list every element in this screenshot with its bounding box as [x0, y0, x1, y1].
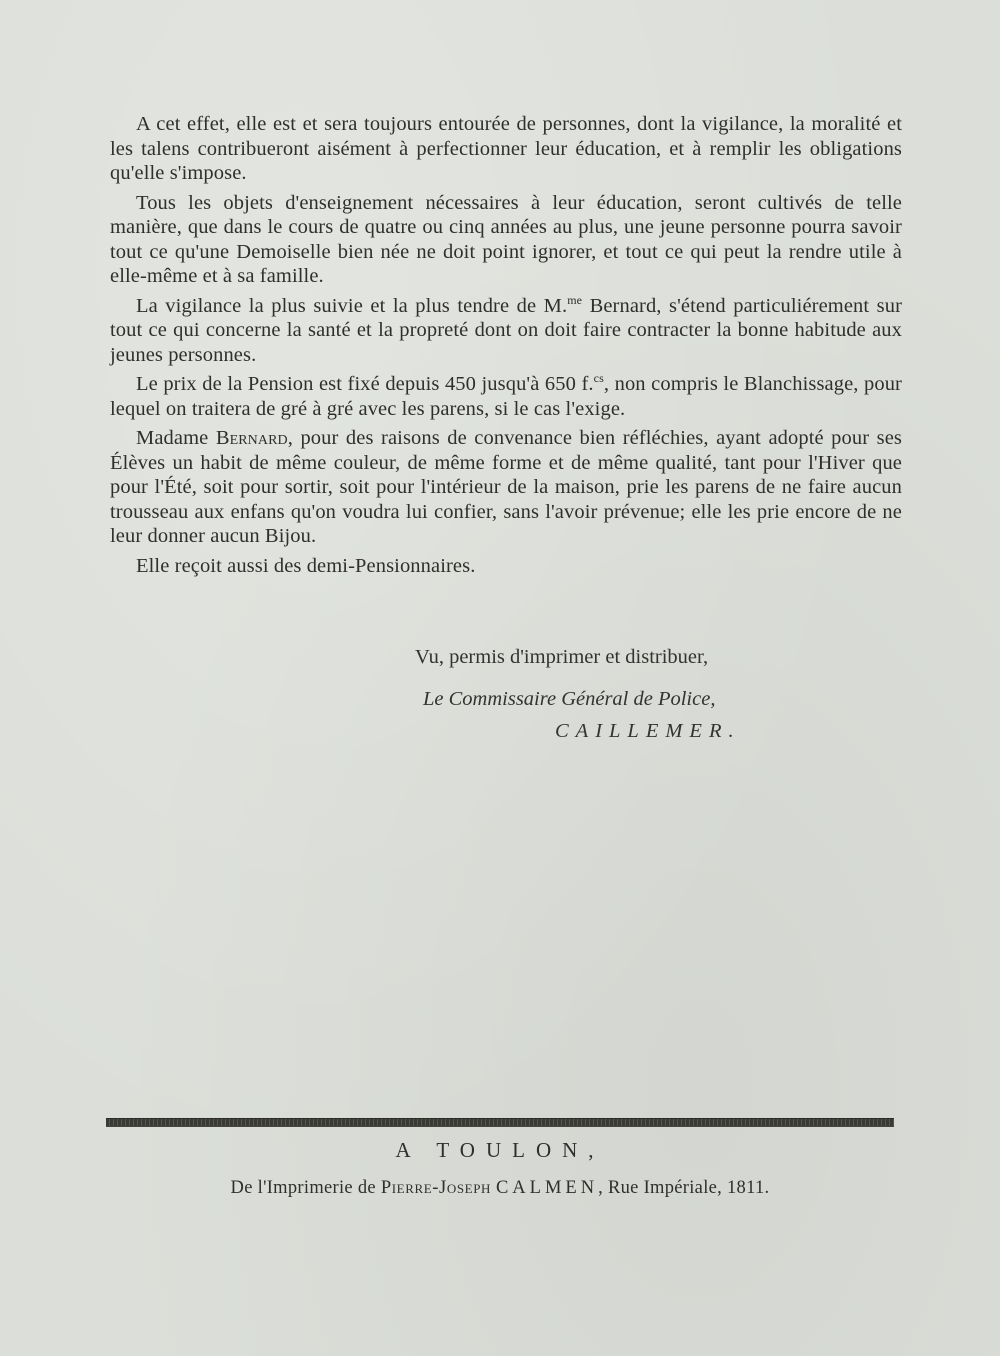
paragraph-1: A cet effet, elle est et sera toujours entourée de personnes, dont la vigilance, la moralité et les talens contribueront aisément à perfectionner leur éducation, et à remplir les obligations qu'elle s'impose.: [110, 113, 902, 184]
paragraph-3-superscript: me: [567, 292, 583, 307]
paragraph-3-before: La vigilance la plus suivie et la plus tendre de M.: [136, 294, 568, 317]
paragraph-3-after: Bernard, s'étend particuliérement sur tout ce qui concerne la santé et la propreté dont on doit faire contracter la bonne habitude aux jeunes personnes.: [110, 294, 902, 366]
paragraph-2: Tous les objets d'enseignement nécessaires à leur éducation, seront cultivés de telle manière, que dans le cours de quatre ou cinq années au plus, une jeune personne pourra savoir tout ce qu'une Demoiselle bien née ne doit point ignorer, et tout ce qui peut la rendre utile à elle-même et à sa famille.: [110, 191, 902, 287]
paragraph-3: [110, 294, 902, 368]
paragraph-5-name: Bernard: [215, 427, 288, 449]
paragraph-5: [110, 426, 902, 549]
paragraph-4-superscript: cs: [593, 371, 604, 386]
paragraph-4: [110, 372, 902, 421]
paragraph-4-before: Le prix de la Pension est fixé depuis 450 jusqu'à 650 f.: [136, 373, 594, 395]
paragraph-5-after: , pour des raisons de convenance bien réfléchies, ayant adopté pour ses Élèves un habit de même couleur, de même forme et de même qualité, tant pour l'Hiver que pour l'Été, soit pour sortir, soit pour l'intérieur de la maison, prie les parens de ne faire aucun trousseau aux enfans qu'on voudra lui confier, sans l'avoir prévenue; elle les prie encore de ne leur donner aucun Bijou.: [110, 427, 902, 547]
approval-signature: CAILLEMER.: [555, 720, 741, 742]
imprint-prefix: De l'Imprimerie de: [230, 1178, 381, 1198]
imprint-place: A TOULON,: [395, 1138, 605, 1162]
paragraph-6: Elle reçoit aussi des demi-Pensionnaires.: [136, 554, 476, 577]
footer-rule: [106, 1118, 894, 1127]
paragraph-5-before: Madame: [136, 427, 216, 449]
imprint-printer-surname: CALMEN: [495, 1178, 599, 1198]
paragraph-4-after: , non compris le Blanchissage, pour lequel on traitera de gré à gré avec les parens, si le cas l'exige.: [110, 373, 902, 420]
approval-authority: Le Commissaire Général de Police,: [423, 688, 716, 710]
imprint-line: [0, 1178, 1000, 1199]
approval-line: Vu, permis d'imprimer et distribuer,: [415, 646, 709, 668]
body-text: [110, 112, 902, 583]
imprint-printer-name: Pierre-Joseph: [380, 1178, 492, 1198]
imprint-suffix: , Rue Impériale, 1811.: [598, 1178, 770, 1198]
